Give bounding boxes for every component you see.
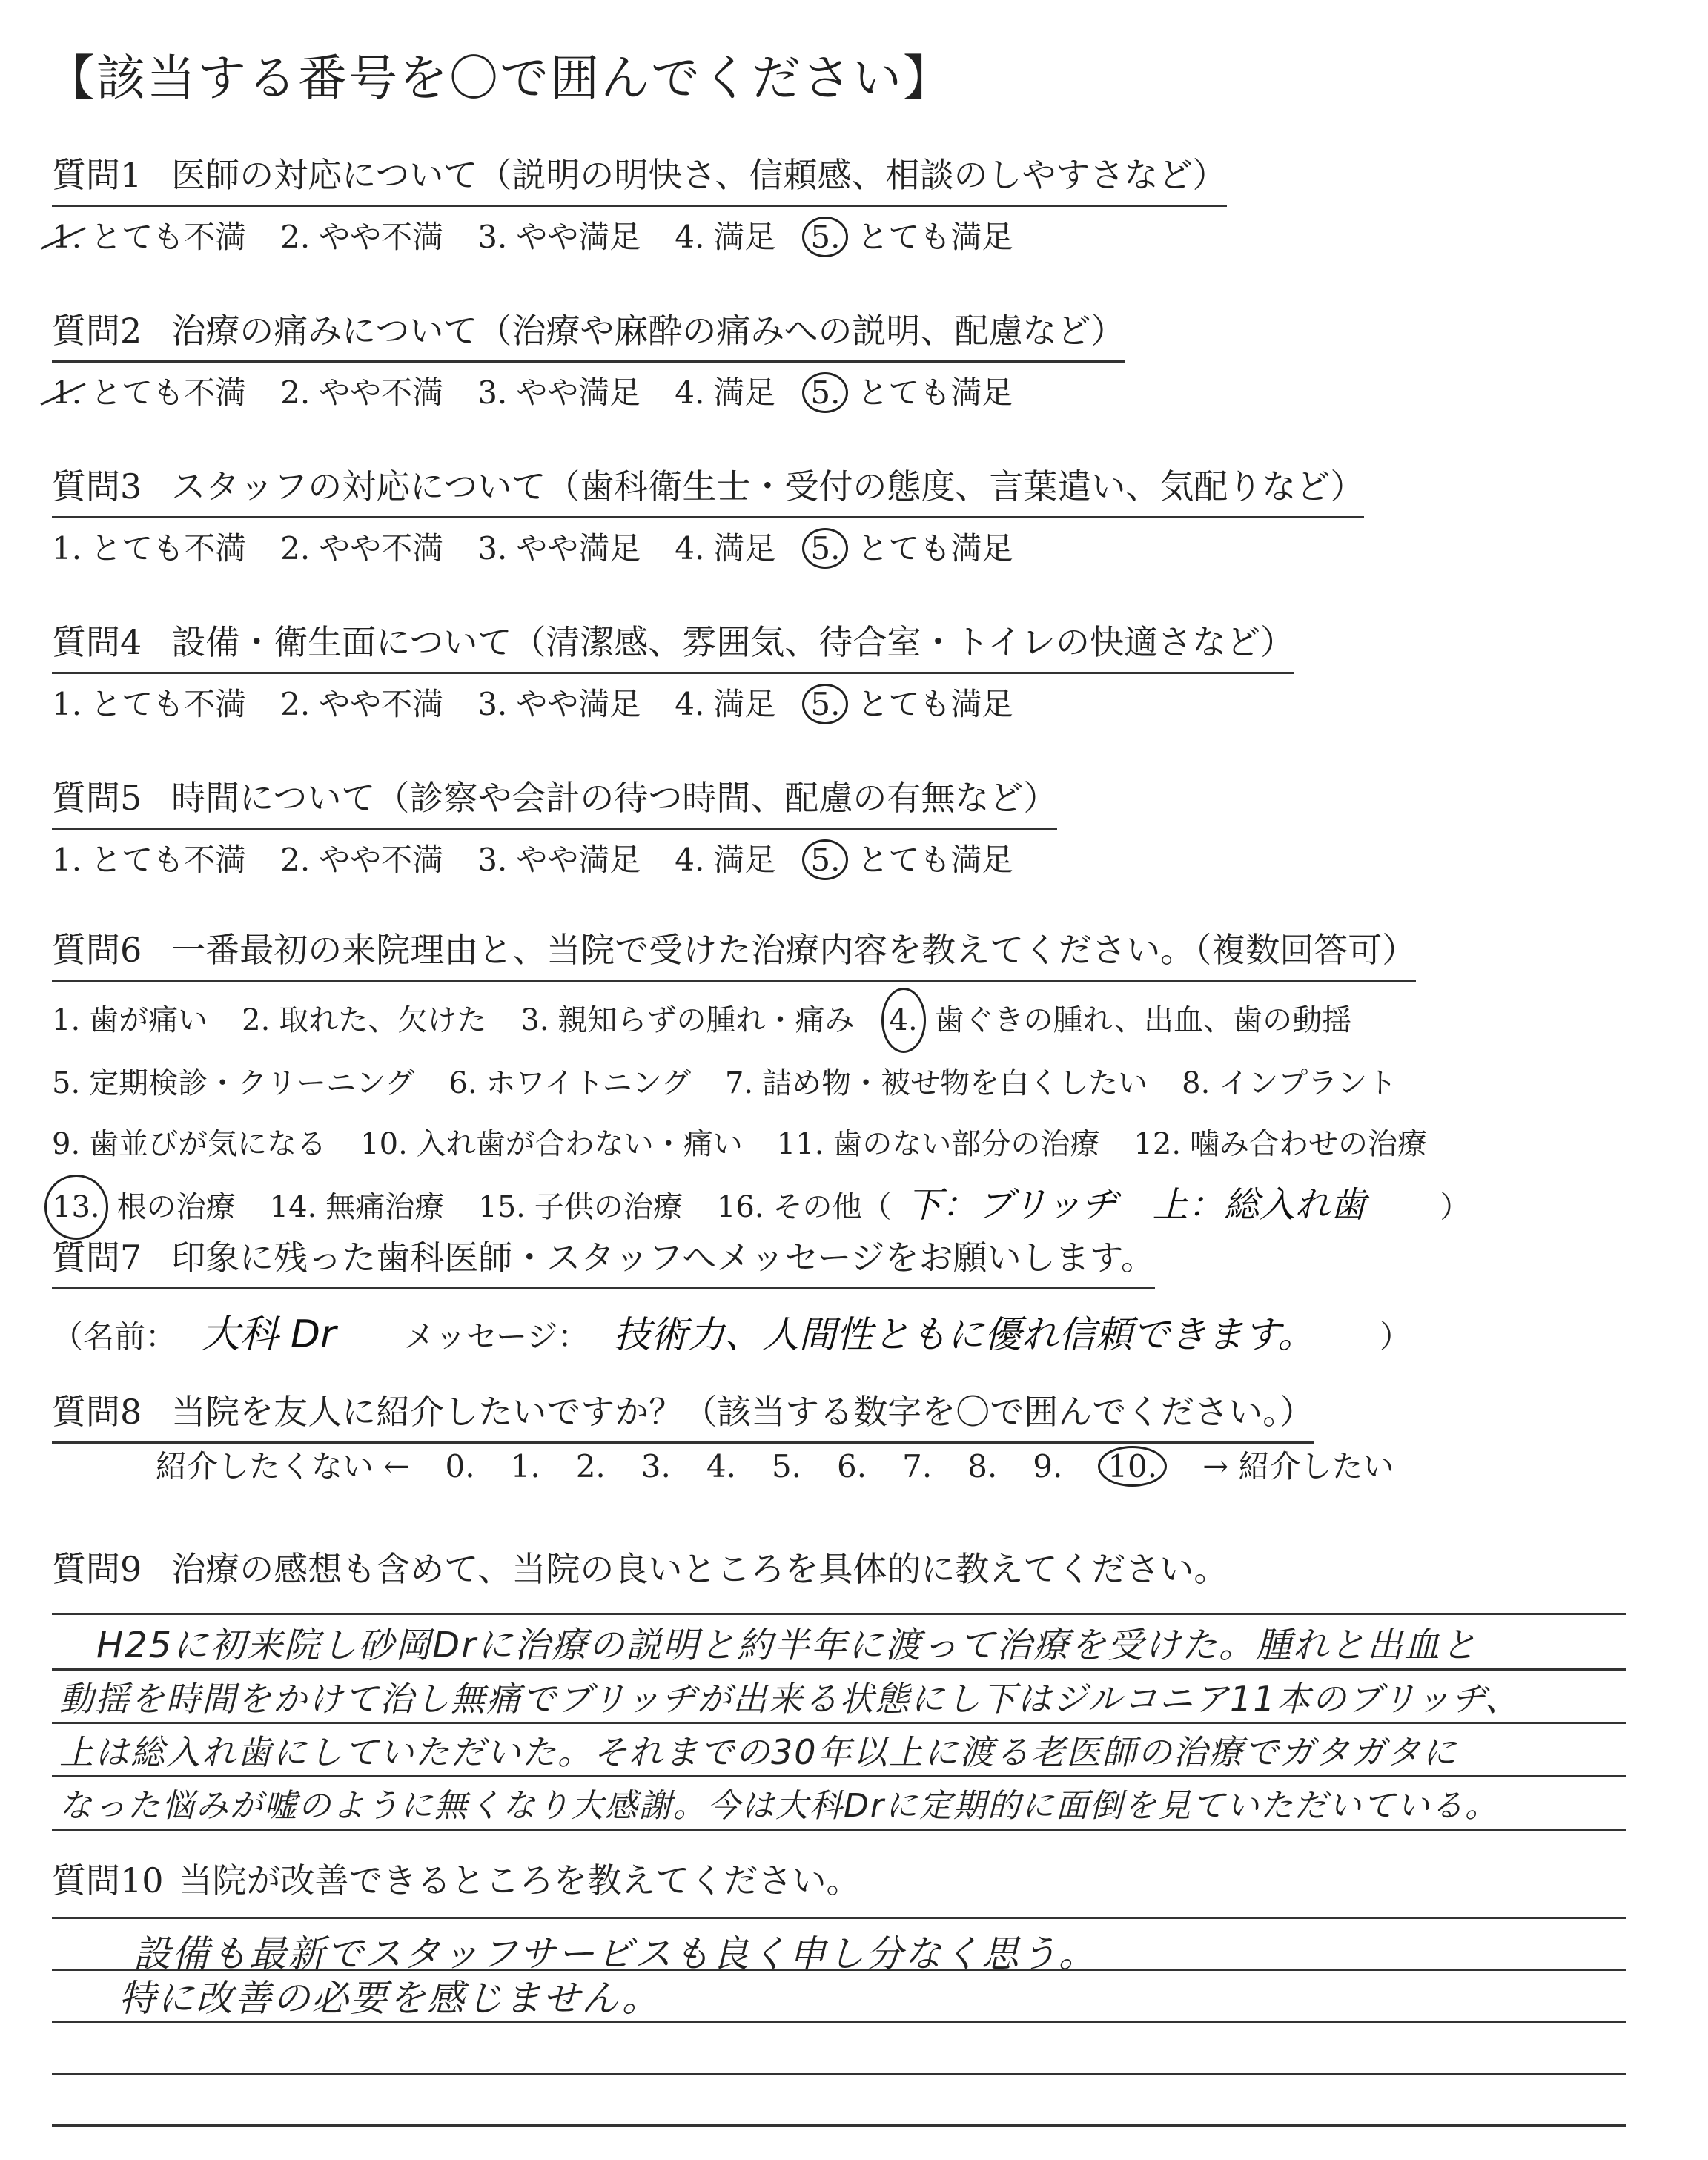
q8-value-3[interactable]: 3. [640,1448,671,1484]
q8-value-9[interactable]: 9. [1033,1448,1063,1484]
q2-option-2[interactable]: 2. やや不満 [280,374,444,411]
q2-option-5[interactable]: 5. とても満足 [810,369,1013,413]
q7-message-label: メッセージ： [403,1318,589,1355]
question-7-heading [52,1231,1155,1289]
q7-message-value[interactable]: 技術力、人間性ともに優れ信頼できます。 [613,1313,1315,1356]
question-7-number: 質問7 [52,1238,142,1278]
q6-option-3[interactable]: 3. 親知らずの腫れ・痛み [520,1003,855,1037]
question-5-heading [52,771,1057,830]
q10-rule [52,2073,1626,2075]
question-9-heading [52,1542,1228,1599]
q10-answer-line-1[interactable]: 設備も最新でスタッフサービスも良く申し分なく思う。 [133,1932,1097,1975]
question-8-text: 当院を友人に紹介したいですか？（該当する数字を〇で囲んでください。） [171,1392,1314,1432]
question-8 [52,1385,1664,1444]
q3-option-5[interactable]: 5. とても満足 [810,524,1013,569]
q3-option-3[interactable]: 3. やや満足 [477,530,641,567]
question-3-number: 質問3 [52,466,142,506]
q6-option-14[interactable]: 14. 無痛治療 [269,1190,445,1224]
q6-close-paren: ） [1440,1190,1470,1224]
q8-value-2[interactable]: 2. [575,1448,606,1484]
q8-value-1[interactable]: 1. [510,1448,540,1484]
q1-option-3[interactable]: 3. やや満足 [477,219,641,255]
question-6-options [52,988,1664,1240]
question-10-heading [52,1854,861,1910]
question-4-heading [52,615,1294,674]
question-6-heading [52,923,1416,982]
q6-option-4[interactable]: 4. 歯ぐきの腫れ、出血、歯の動揺 [889,988,1352,1053]
question-4-number: 質問4 [52,622,142,662]
question-4-text: 設備・衛生面について（清潔感、雰囲気、待合室・トイレの快適さなど） [171,622,1295,662]
question-7 [52,1231,1664,1358]
q6-option-10[interactable]: 10. 入れ歯が合わない・痛い [360,1127,743,1161]
q6-option-7[interactable]: 7. 詰め物・被せ物を白くしたい [724,1066,1148,1100]
q8-value-5[interactable]: 5. [771,1448,802,1484]
q8-scale [156,1442,1430,1487]
question-6-number: 質問6 [52,930,142,970]
question-3-heading [52,460,1364,518]
q9-answer-line-3[interactable]: 上は総入れ歯にしていただいた。それまでの30年以上に渡る老医師の治療でガタガタに [59,1732,1458,1772]
q6-option-6[interactable]: 6. ホワイトニング [448,1066,691,1100]
question-8-number: 質問8 [52,1392,142,1432]
q4-option-2[interactable]: 2. やや不満 [280,686,444,722]
q7-name-label: （名前： [52,1318,177,1355]
q5-option-2[interactable]: 2. やや不満 [280,842,444,878]
question-10-text: 当院が改善できるところを教えてください。 [178,1860,861,1900]
q10-rule [52,2124,1626,2127]
q6-other-handwritten[interactable]: 下：ブリッヂ 上：総入れ歯 [906,1184,1366,1226]
q4-option-1[interactable]: 1. とても不満 [52,686,247,722]
q7-name-value[interactable]: 大科 Dr [201,1312,337,1357]
q8-left-label: 紹介したくない ← [156,1448,410,1484]
question-2-heading [52,304,1125,363]
q9-answer-line-2[interactable]: 動揺を時間をかけて治し無痛でブリッヂが出来る状態にし下はジルコニア11本のブリッヂ、 [59,1679,1520,1719]
q8-value-10[interactable]: 10. [1098,1446,1167,1487]
question-5 [52,771,1664,880]
question-8-heading [52,1385,1314,1444]
q1-option-2[interactable]: 2. やや不満 [280,219,444,255]
q1-option-1[interactable]: 1. とても不満 [52,219,247,255]
q6-row-2 [52,1053,1664,1114]
q9-rule [52,1829,1626,1831]
q2-option-1[interactable]: 1. とても不満 [52,374,247,411]
question-6-text: 一番最初の来院理由と、当院で受けた治療内容を教えてください。（複数回答可） [171,930,1417,970]
q10-rule [52,2021,1626,2023]
question-5-options [52,836,1664,880]
q10-answer-line-2[interactable]: 特に改善の必要を感じません。 [119,1977,661,2020]
question-9-text: 治療の感想も含めて、当院の良いところを具体的に教えてください。 [171,1549,1228,1589]
q8-value-7[interactable]: 7. [902,1448,933,1484]
q6-option-11[interactable]: 11. 歯のない部分の治療 [776,1127,1100,1161]
q9-answer-line-1[interactable]: H25に初来院し砂岡Drに治療の説明と約半年に渡って治療を受けた。腫れと出血と [96,1625,1478,1666]
q5-option-4[interactable]: 4. 満足 [675,842,776,878]
q6-option-5[interactable]: 5. 定期検診・クリーニング [52,1066,415,1100]
question-3 [52,460,1664,569]
q4-option-3[interactable]: 3. やや満足 [477,686,641,722]
question-2-text: 治療の痛みについて（治療や麻酔の痛みへの説明、配慮など） [171,311,1125,351]
question-9 [52,1542,1664,1599]
question-7-text: 印象に残った歯科医師・スタッフへメッセージをお願いします。 [171,1238,1155,1278]
q6-option-2[interactable]: 2. 取れた、欠けた [242,1003,487,1037]
question-5-number: 質問5 [52,778,142,818]
question-5-text: 時間について（診察や会計の待つ時間、配慮の有無など） [171,778,1058,818]
q9-rule [52,1722,1626,1724]
q6-row-4 [52,1175,1664,1240]
q5-option-1[interactable]: 1. とても不満 [52,842,247,878]
q9-rule [52,1613,1626,1615]
q1-option-4[interactable]: 4. 満足 [675,219,776,255]
question-1-number: 質問1 [52,155,142,195]
q3-option-1[interactable]: 1. とても不満 [52,530,247,567]
q8-right-label: → 紹介したい [1202,1448,1394,1484]
question-4-options [52,680,1664,724]
question-1-options [52,213,1664,257]
q8-value-0[interactable]: 0. [445,1448,475,1484]
q6-option-1[interactable]: 1. 歯が痛い [52,1003,208,1037]
q7-close-paren: ） [1379,1318,1411,1355]
q4-option-5[interactable]: 5. とても満足 [810,680,1013,724]
q3-option-2[interactable]: 2. やや不満 [280,530,444,567]
question-2-options [52,369,1664,413]
q9-answer-line-4[interactable]: なった悩みが嘘のように無くなり大感謝。今は大科Drに定期的に面倒を見ていただいている。 [59,1787,1499,1825]
question-2 [52,304,1664,413]
q6-option-12[interactable]: 12. 噛み合わせの治療 [1133,1127,1428,1161]
question-1-heading [52,148,1227,207]
q6-option-16[interactable]: 16. その他（ [716,1190,892,1224]
q4-option-4[interactable]: 4. 満足 [675,686,776,722]
question-1 [52,148,1664,257]
q6-option-8[interactable]: 8. インプラント [1182,1066,1397,1100]
q6-row-1 [52,988,1664,1053]
question-3-options [52,524,1664,569]
q8-value-4[interactable]: 4. [706,1448,736,1484]
question-4 [52,615,1664,724]
q6-option-13[interactable]: 13. 根の治療 [52,1175,236,1240]
question-2-number: 質問2 [52,311,142,351]
q5-option-3[interactable]: 3. やや満足 [477,842,641,878]
q8-value-6[interactable]: 6. [837,1448,867,1484]
q9-rule [52,1668,1626,1671]
q9-rule [52,1775,1626,1777]
q6-row-3 [52,1114,1664,1175]
q5-option-5[interactable]: 5. とても満足 [810,836,1013,880]
question-10-number: 質問10 [52,1860,164,1900]
question-1-text: 医師の対応について（説明の明快さ、信頼感、相談のしやすさなど） [171,155,1227,195]
question-10 [52,1854,1664,1910]
q6-option-9[interactable]: 9. 歯並びが気になる [52,1127,327,1161]
question-9-number: 質問9 [52,1549,142,1589]
q2-option-4[interactable]: 4. 満足 [675,374,776,411]
q10-rule [52,1917,1626,1919]
q6-option-15[interactable]: 15. 子供の治療 [478,1190,683,1224]
q1-option-5[interactable]: 5. とても満足 [810,213,1013,257]
q2-option-3[interactable]: 3. やや満足 [477,374,641,411]
question-3-text: スタッフの対応について（歯科衛生士・受付の態度、言葉遣い、気配りなど） [171,466,1365,506]
question-6 [52,923,1664,1240]
q8-value-8[interactable]: 8. [967,1448,998,1484]
question-7-answer [52,1303,1664,1358]
page-title: 【該当する番号を〇で囲んでください】 [46,50,953,107]
q3-option-4[interactable]: 4. 満足 [675,530,776,567]
